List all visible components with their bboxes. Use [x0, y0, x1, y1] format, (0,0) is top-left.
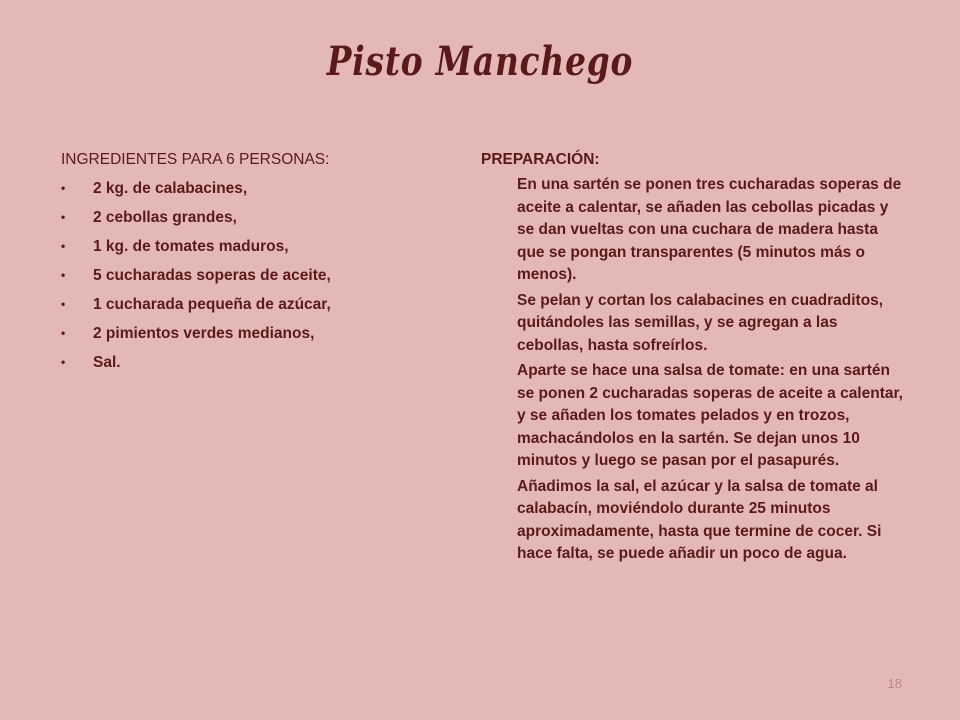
page-number: 18 [887, 676, 902, 691]
bullet-icon: • [61, 268, 66, 282]
bullet-icon: • [61, 326, 66, 340]
ingredients-list [61, 174, 451, 377]
preparation-column [481, 146, 906, 569]
ingredients-column [61, 146, 451, 377]
ingredient-item: • 5 cucharadas soperas de aceite, [61, 261, 451, 290]
preparation-step: Aparte se hace una salsa de tomate: en una sartén se ponen 2 cucharadas soperas de aceite a calentar, y se añaden los tomates pelados y en trozos, machacándolos en la sartén. Se dejan unos 10 minutos y luego se pasan por el pasapurés. [517, 362, 903, 469]
bullet-icon: • [61, 239, 66, 253]
ingredient-item: • 1 cucharada pequeña de azúcar, [61, 290, 451, 319]
slide-title: Pisto Manchego [326, 38, 634, 85]
ingredients-heading: INGREDIENTES PARA 6 PERSONAS: [61, 151, 330, 168]
ingredient-item: • 2 pimientos verdes medianos, [61, 319, 451, 348]
bullet-icon: • [61, 297, 66, 311]
bullet-icon: • [61, 355, 66, 369]
ingredient-item: • 2 kg. de calabacines, [61, 174, 451, 203]
ingredient-item: • Sal. [61, 348, 451, 377]
bullet-icon: • [61, 181, 66, 195]
preparation-step: Añadimos la sal, el azúcar y la salsa de tomate al calabacín, moviéndolo durante 25 minutos aproximadamente, hasta que termine de cocer. Si hace falta, se puede añadir un poco de agua. [517, 477, 882, 562]
preparation-heading: PREPARACIÓN: [481, 151, 600, 168]
ingredient-item: • 1 kg. de tomates maduros, [61, 232, 451, 261]
preparation-step: Se pelan y cortan los calabacines en cuadraditos, quitándoles las semillas, y se agregan a las cebollas, hasta sofreírlos. [517, 291, 884, 354]
bullet-icon: • [61, 210, 66, 224]
preparation-step: En una sartén se ponen tres cucharadas soperas de aceite a calentar, se añaden las cebollas picadas y se dan vueltas con una cuchara de madera hasta que se pongan transparentes (5 minutos más o menos). [517, 176, 902, 283]
ingredient-item: • 2 cebollas grandes, [61, 203, 451, 232]
